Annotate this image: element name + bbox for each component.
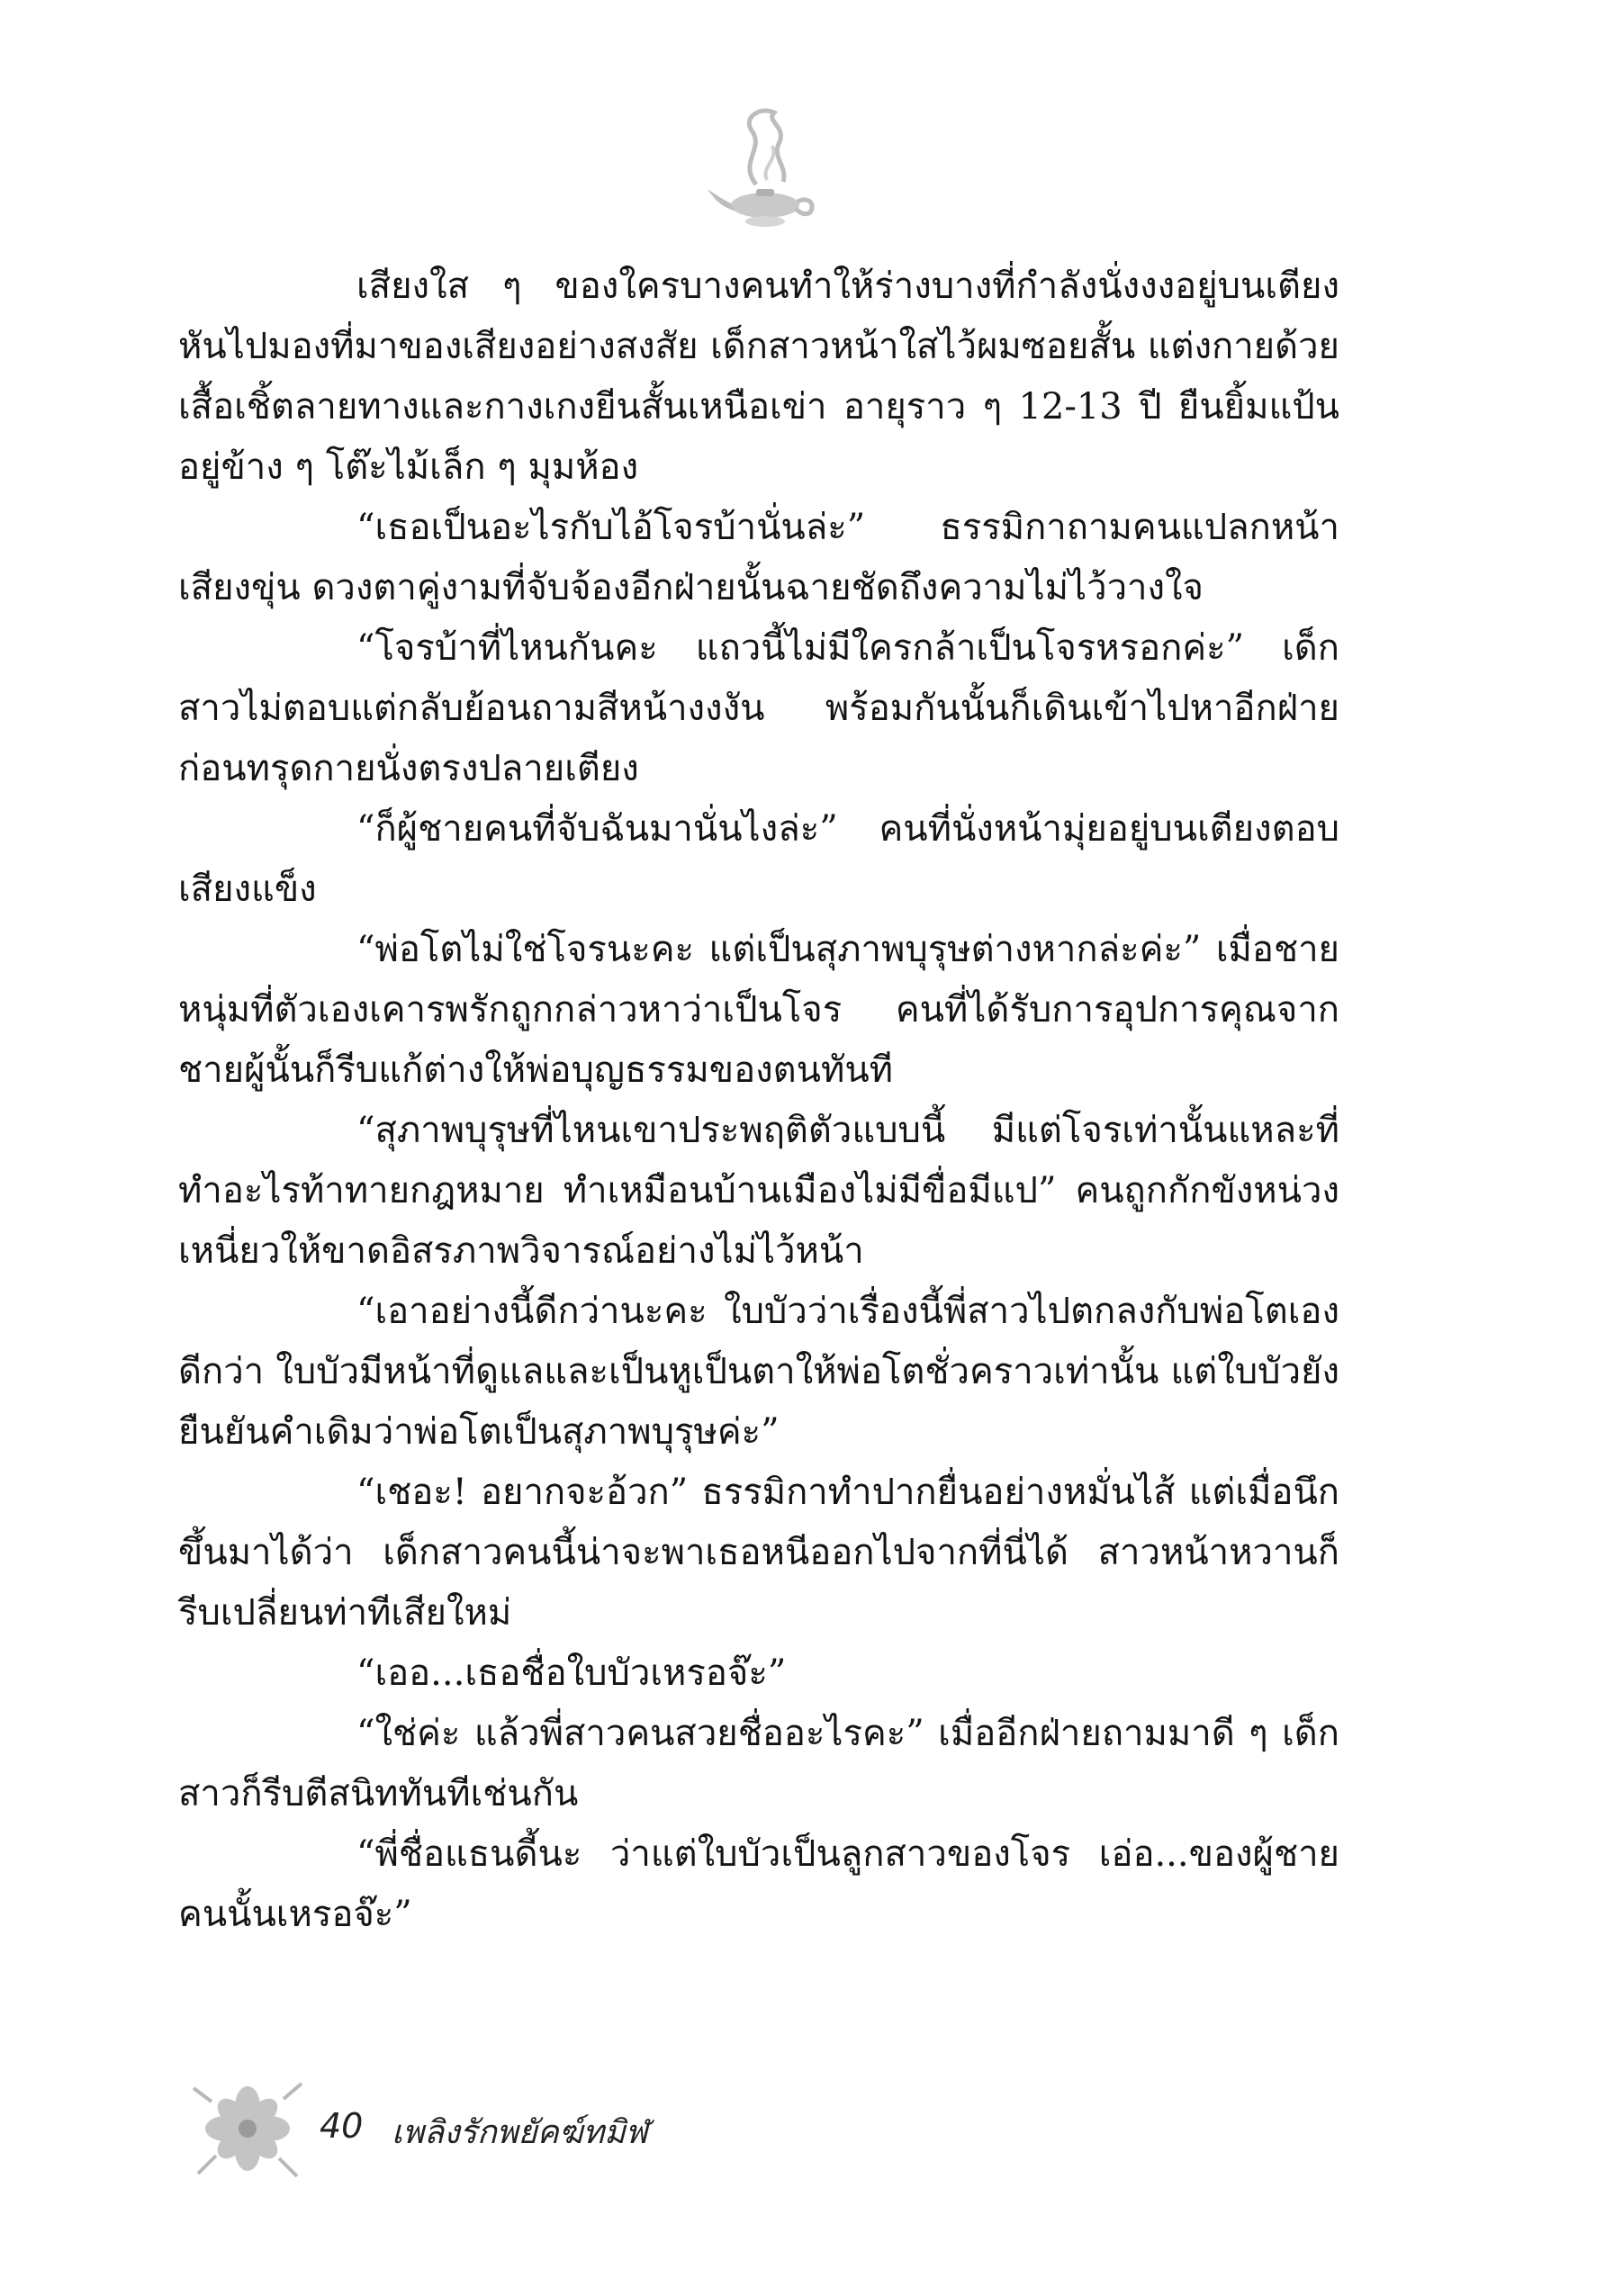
paragraph: “พ่อโตไม่ใช่โจรนะคะ แต่เป็นสุภาพบุรุษต่างหากล่ะค่ะ” เมื่อชายหนุ่มที่ตัวเองเคารพรักถูกกล่าวหาว่าเป็นโจร คนที่ได้รับการอุปการคุณจากชายผู้นั้นก็รีบแก้ต่างให้พ่อบุญธรรมของตนทันที: [178, 929, 1339, 1091]
flower-ornament-icon: [185, 2070, 311, 2187]
book-title: เพลิงรักพยัคฆ์ทมิฬ: [392, 2114, 648, 2151]
lamp-ornament-icon: [702, 99, 828, 234]
paragraph: “ก็ผู้ชายคนที่จับฉันมานั่นไงล่ะ” คนที่นั่งหน้ามุ่ยอยู่บนเตียงตอบเสียงแข็ง: [178, 808, 1339, 910]
paragraph: “เชอะ! อยากจะอ้วก” ธรรมิกาทำปากยื่นอย่างหมั่นไส้ แต่เมื่อนึกขึ้นมาได้ว่า เด็กสาวคนนี้น่าจะพาเธอหนีออกไปจากที่นี่ได้ สาวหน้าหวานก็รีบเปลี่ยนท่าทีเสียใหม่: [178, 1472, 1339, 1634]
paragraph: เสียงใส ๆ ของใครบางคนทำให้ร่างบางที่กำลังนั่งงงอยู่บนเตียงหันไปมองที่มาของเสียงอย่างสงสัย เด็กสาวหน้าใสไว้ผมซอยสั้น แต่งกายด้วยเสื้อเชิ้ตลายทางและกางเกงยีนสั้นเหนือเข่า อายุราว ๆ 12-13 ปี ยืนยิ้มแป้นอยู่ข้าง ๆ โต๊ะไม้เล็ก ๆ มุมห้อง: [178, 266, 1339, 488]
paragraph: “เออ...เธอชื่อใบบัวเหรอจ๊ะ”: [356, 1652, 787, 1694]
paragraph: “เอาอย่างนี้ดีกว่านะคะ ใบบัวว่าเรื่องนี้พี่สาวไปตกลงกับพ่อโตเองดีกว่า ใบบัวมีหน้าที่ดูแลและเป็นหูเป็นตาให้พ่อโตชั่วคราวเท่านั้น แต่ใบบัวยังยืนยันคำเดิมว่าพ่อโตเป็นสุภาพบุรุษค่ะ”: [178, 1291, 1339, 1453]
paragraph: “เธอเป็นอะไรกับไอ้โจรบ้านั่นล่ะ” ธรรมิกาถามคนแปลกหน้าเสียงขุ่น ดวงตาคู่งามที่จับจ้องอีกฝ่ายนั้นฉายชัดถึงความไม่ไว้วางใจ: [178, 507, 1339, 608]
body-text: [178, 257, 1339, 1945]
paragraph: “ใช่ค่ะ แล้วพี่สาวคนสวยชื่ออะไรคะ” เมื่ออีกฝ่ายถามมาดี ๆ เด็กสาวก็รีบตีสนิททันทีเช่นกัน: [178, 1713, 1339, 1814]
paragraph: “พี่ชื่อแธนดี้นะ ว่าแต่ใบบัวเป็นลูกสาวของโจร เอ่อ...ของผู้ชายคนนั้นเหรอจ๊ะ”: [178, 1833, 1339, 1935]
paragraph: “สุภาพบุรุษที่ไหนเขาประพฤติตัวแบบนี้ มีแต่โจรเท่านั้นแหละที่ทำอะไรท้าทายกฎหมาย ทำเหมือนบ้านเมืองไม่มีขื่อมีแป” คนถูกกักขังหน่วงเหนี่ยวให้ขาดอิสรภาพวิจารณ์อย่างไม่ไว้หน้า: [178, 1110, 1339, 1272]
paragraph: “โจรบ้าที่ไหนกันคะ แถวนี้ไม่มีใครกล้าเป็นโจรหรอกค่ะ” เด็กสาวไม่ตอบแต่กลับย้อนถามสีหน้างงงัน พร้อมกันนั้นก็เดินเข้าไปหาอีกฝ่าย ก่อนทรุดกายนั่งตรงปลายเตียง: [178, 627, 1339, 789]
page-number: 40: [320, 2106, 364, 2146]
